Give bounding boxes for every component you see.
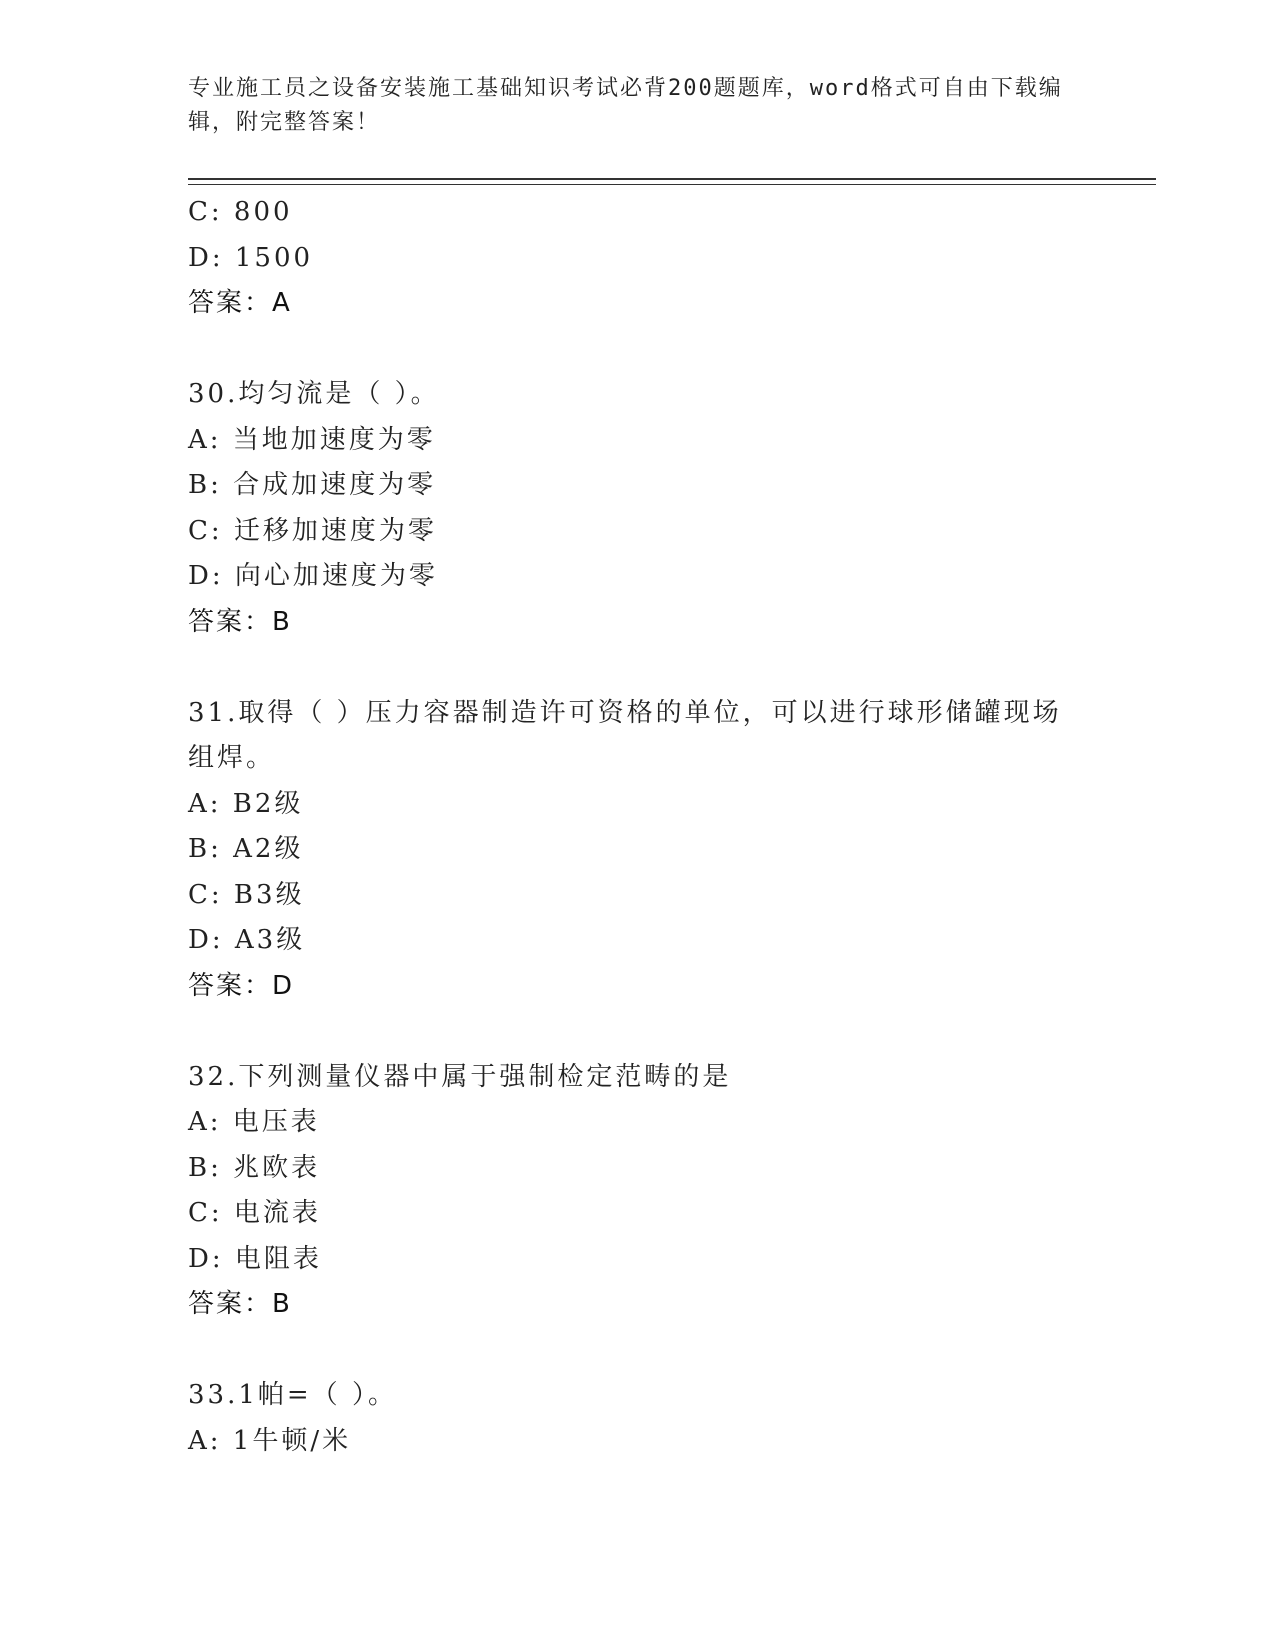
question-29-tail bbox=[188, 190, 1088, 327]
spacer bbox=[188, 645, 1088, 691]
question-list bbox=[188, 190, 1088, 1464]
header-rule-thin bbox=[188, 184, 1156, 185]
option-b: B: 兆欧表 bbox=[188, 1152, 321, 1183]
spacer bbox=[188, 1328, 1088, 1374]
option-a: A: 1牛顿/米 bbox=[188, 1425, 352, 1456]
answer: 答案：B bbox=[188, 1289, 292, 1319]
option-a: A: 当地加速度为零 bbox=[188, 424, 436, 455]
option-a: A: B2级 bbox=[188, 788, 304, 819]
option-d: D: 电阻表 bbox=[188, 1243, 322, 1274]
question-33 bbox=[188, 1373, 1088, 1464]
question-stem: 32.下列测量仪器中属于强制检定范畴的是 bbox=[188, 1061, 732, 1092]
option-d: D: 1500 bbox=[188, 242, 314, 273]
answer: 答案：B bbox=[188, 606, 292, 637]
option-c: C: B3级 bbox=[188, 879, 305, 910]
spacer bbox=[188, 327, 1088, 373]
answer: 答案：A bbox=[188, 288, 292, 318]
answer: 答案：D bbox=[188, 970, 295, 1001]
option-d: D: A3级 bbox=[188, 925, 306, 955]
question-stem: 30.均匀流是（ ）。 bbox=[188, 379, 440, 409]
question-30 bbox=[188, 372, 1088, 645]
option-c: C: 迁移加速度为零 bbox=[188, 515, 437, 546]
question-stem: 33.1帕=（ ）。 bbox=[188, 1380, 397, 1410]
option-d: D: 向心加速度为零 bbox=[188, 561, 438, 591]
question-32 bbox=[188, 1055, 1088, 1328]
spacer bbox=[188, 1009, 1088, 1055]
question-stem: 31.取得（ ）压力容器制造许可资格的单位，可以进行球形储罐现场组焊。 bbox=[188, 697, 1062, 773]
question-31 bbox=[188, 691, 1088, 1010]
option-b: B: A2级 bbox=[188, 834, 304, 864]
option-b: B: 合成加速度为零 bbox=[188, 470, 437, 500]
header-rule-thick bbox=[188, 178, 1156, 180]
option-c: C: 电流表 bbox=[188, 1198, 321, 1228]
document-header: 专业施工员之设备安装施工基础知识考试必背200题题库，word格式可自由下载编辑，附完整答案！ bbox=[188, 76, 1063, 135]
option-a: A: 电压表 bbox=[188, 1107, 320, 1137]
option-c: C: 800 bbox=[188, 197, 293, 227]
